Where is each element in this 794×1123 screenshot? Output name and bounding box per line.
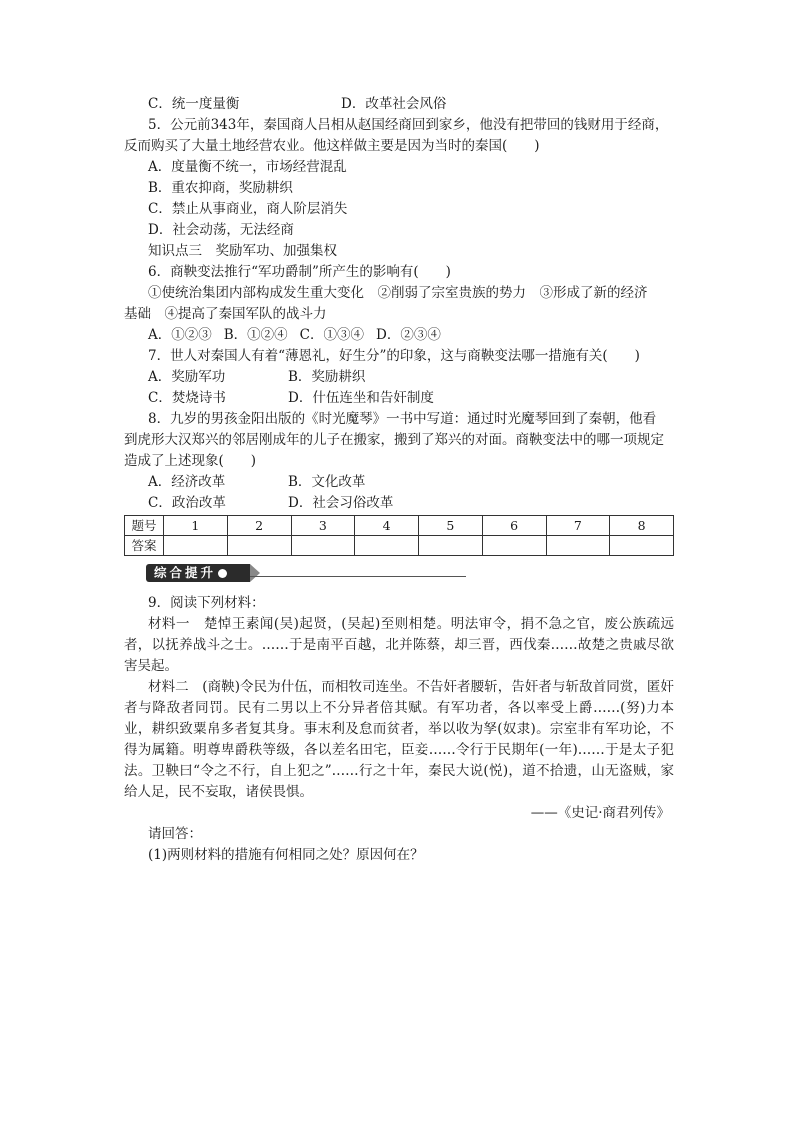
q8-options-cd bbox=[124, 493, 674, 514]
answer-number-cell: 7 bbox=[546, 516, 610, 536]
q9-subquestion-1: (1)两则材料的措施有何相同之处？原因何在？ bbox=[148, 847, 424, 863]
q8-option-c: C．政治改革 bbox=[148, 495, 226, 511]
answer-number-cell: 2 bbox=[227, 516, 291, 536]
answer-table-answer-label: 答案 bbox=[125, 536, 164, 556]
q8-stem-line2: 到虎形大汉郑兴的邻居刚成年的儿子在搬家，搬到了郑兴的对面。商鞅变法中的哪一项规定 bbox=[124, 432, 664, 448]
q9-material-1: 材料一 楚悼王素闻(吴)起贤，(吴起)至则相楚。明法审令，捐不急之官，废公族疏远者，以抚养战斗之士。……于是南平百越，北并陈蔡，却三晋，西伐秦……故楚之贵戚尽欲害吴起。 bbox=[124, 616, 674, 674]
q9-material-2: 材料二 (商鞅)令民为什伍，而相牧司连坐。不告奸者腰斩，告奸者与斩敌首同赏，匿奸者与降敌者同罚。民有二男以上不分异者倍其赋。有军功者，各以率受上爵……(努)力本业，耕织致粟帛多者复其身。事末利及怠而贫者，举以收为孥(奴隶)。宗室非有军功论，不得为属籍。明尊卑爵秩等级，各以差名田宅，臣妾……令行于民期年(一年)……于是太子犯法。卫鞅曰“令之不行，自上犯之”……行之十年，秦民大说(悦)，道不拾遗，山无盗贼，家给人足，民不妄取，诸侯畏惧。 bbox=[124, 679, 674, 800]
q5-stem-line1: 5．公元前343年，秦国商人吕相从赵国经商回到家乡，他没有把带回的钱财用于经商， bbox=[148, 117, 669, 133]
q5-option-b: B．重农抑商，奖励耕织 bbox=[148, 180, 293, 196]
section-divider-line bbox=[250, 576, 466, 577]
question-5 bbox=[124, 115, 674, 241]
question-6 bbox=[124, 262, 674, 346]
q6-stem: 6．商鞅变法推行“军功爵制”所产生的影响有( ) bbox=[148, 264, 451, 280]
answer-table bbox=[124, 515, 674, 556]
q5-stem-line2: 反而购买了大量土地经营农业。他这样做主要是因为当时的秦国( ) bbox=[124, 138, 540, 154]
answer-number-cell: 5 bbox=[419, 516, 483, 536]
q7-option-d: D．什伍连坐和告奸制度 bbox=[288, 390, 434, 406]
q6-option-b: B．①②④ bbox=[223, 327, 288, 343]
q7-option-a: A．奖励军功 bbox=[148, 369, 226, 385]
q8-stem-line3: 造成了上述现象( ) bbox=[124, 453, 257, 469]
answer-number-cell: 6 bbox=[482, 516, 546, 536]
answer-number-cell: 3 bbox=[291, 516, 355, 536]
q8-option-d: D．社会习俗改革 bbox=[288, 495, 394, 511]
option-c: C．统一度量衡 bbox=[148, 96, 240, 112]
answer-table-answer-row bbox=[125, 536, 674, 556]
answer-blank-cell[interactable] bbox=[610, 536, 674, 556]
q7-options-ab bbox=[124, 367, 674, 388]
q6-items-line1: ①使统治集团内部构成发生重大变化 ②削弱了宗室贵族的势力 ③形成了新的经济 bbox=[148, 285, 648, 301]
spacer bbox=[124, 584, 674, 593]
q5-option-c: C．禁止从事商业，商人阶层消失 bbox=[148, 201, 348, 217]
q4-options-cd bbox=[124, 94, 674, 115]
q8-option-b: B．文化改革 bbox=[288, 474, 366, 490]
question-8 bbox=[124, 409, 674, 514]
q9-stem: 9．阅读下列材料： bbox=[148, 595, 265, 611]
q5-option-a: A．度量衡不统一，市场经营混乱 bbox=[148, 159, 347, 175]
answer-table-number-label: 题号 bbox=[125, 516, 164, 536]
q7-option-c: C．焚烧诗书 bbox=[148, 390, 226, 406]
section-tag bbox=[146, 564, 250, 582]
answer-blank-cell[interactable] bbox=[482, 536, 546, 556]
answer-blank-cell[interactable] bbox=[291, 536, 355, 556]
answer-number-cell: 1 bbox=[164, 516, 228, 536]
q8-options-ab bbox=[124, 472, 674, 493]
q8-stem-line1: 8．九岁的男孩金阳出版的《时光魔琴》一书中写道：通过时光魔琴回到了秦朝，他看 bbox=[148, 411, 657, 427]
q6-option-a: A．①②③ bbox=[148, 327, 212, 343]
question-7 bbox=[124, 346, 674, 409]
answer-blank-cell[interactable] bbox=[546, 536, 610, 556]
bullet-dot-icon bbox=[218, 569, 227, 578]
option-d: D．改革社会风俗 bbox=[341, 96, 447, 112]
q6-options bbox=[124, 325, 674, 346]
q9-ask: 请回答： bbox=[148, 826, 202, 842]
answer-blank-cell[interactable] bbox=[355, 536, 419, 556]
q7-stem: 7．世人对秦国人有着“薄恩礼，好生分”的印象，这与商鞅变法哪一措施有关( ) bbox=[148, 348, 640, 364]
worksheet-page bbox=[124, 94, 674, 866]
section-title: 综合提升 bbox=[154, 565, 217, 580]
answer-number-cell: 8 bbox=[610, 516, 674, 536]
section-header bbox=[124, 564, 674, 584]
q7-option-b: B．奖励耕织 bbox=[288, 369, 366, 385]
q7-options-cd bbox=[124, 388, 674, 409]
section-arrow-decoration bbox=[250, 564, 260, 582]
answer-blank-cell[interactable] bbox=[227, 536, 291, 556]
knowledge-point-3: 知识点三 奖励军功、加强集权 bbox=[148, 243, 337, 259]
q8-option-a: A．经济改革 bbox=[148, 474, 226, 490]
answer-blank-cell[interactable] bbox=[164, 536, 228, 556]
q9-source: ——《史记·商君列传》 bbox=[530, 805, 670, 821]
q6-items-line2: 基础 ④提高了秦国军队的战斗力 bbox=[124, 306, 327, 322]
answer-number-cell: 4 bbox=[355, 516, 419, 536]
q5-option-d: D．社会动荡，无法经商 bbox=[148, 222, 294, 238]
q6-option-c: C．①③④ bbox=[299, 327, 365, 343]
question-9 bbox=[124, 593, 674, 866]
q6-option-d: D．②③④ bbox=[376, 327, 441, 343]
answer-blank-cell[interactable] bbox=[419, 536, 483, 556]
answer-table-number-row bbox=[125, 516, 674, 536]
